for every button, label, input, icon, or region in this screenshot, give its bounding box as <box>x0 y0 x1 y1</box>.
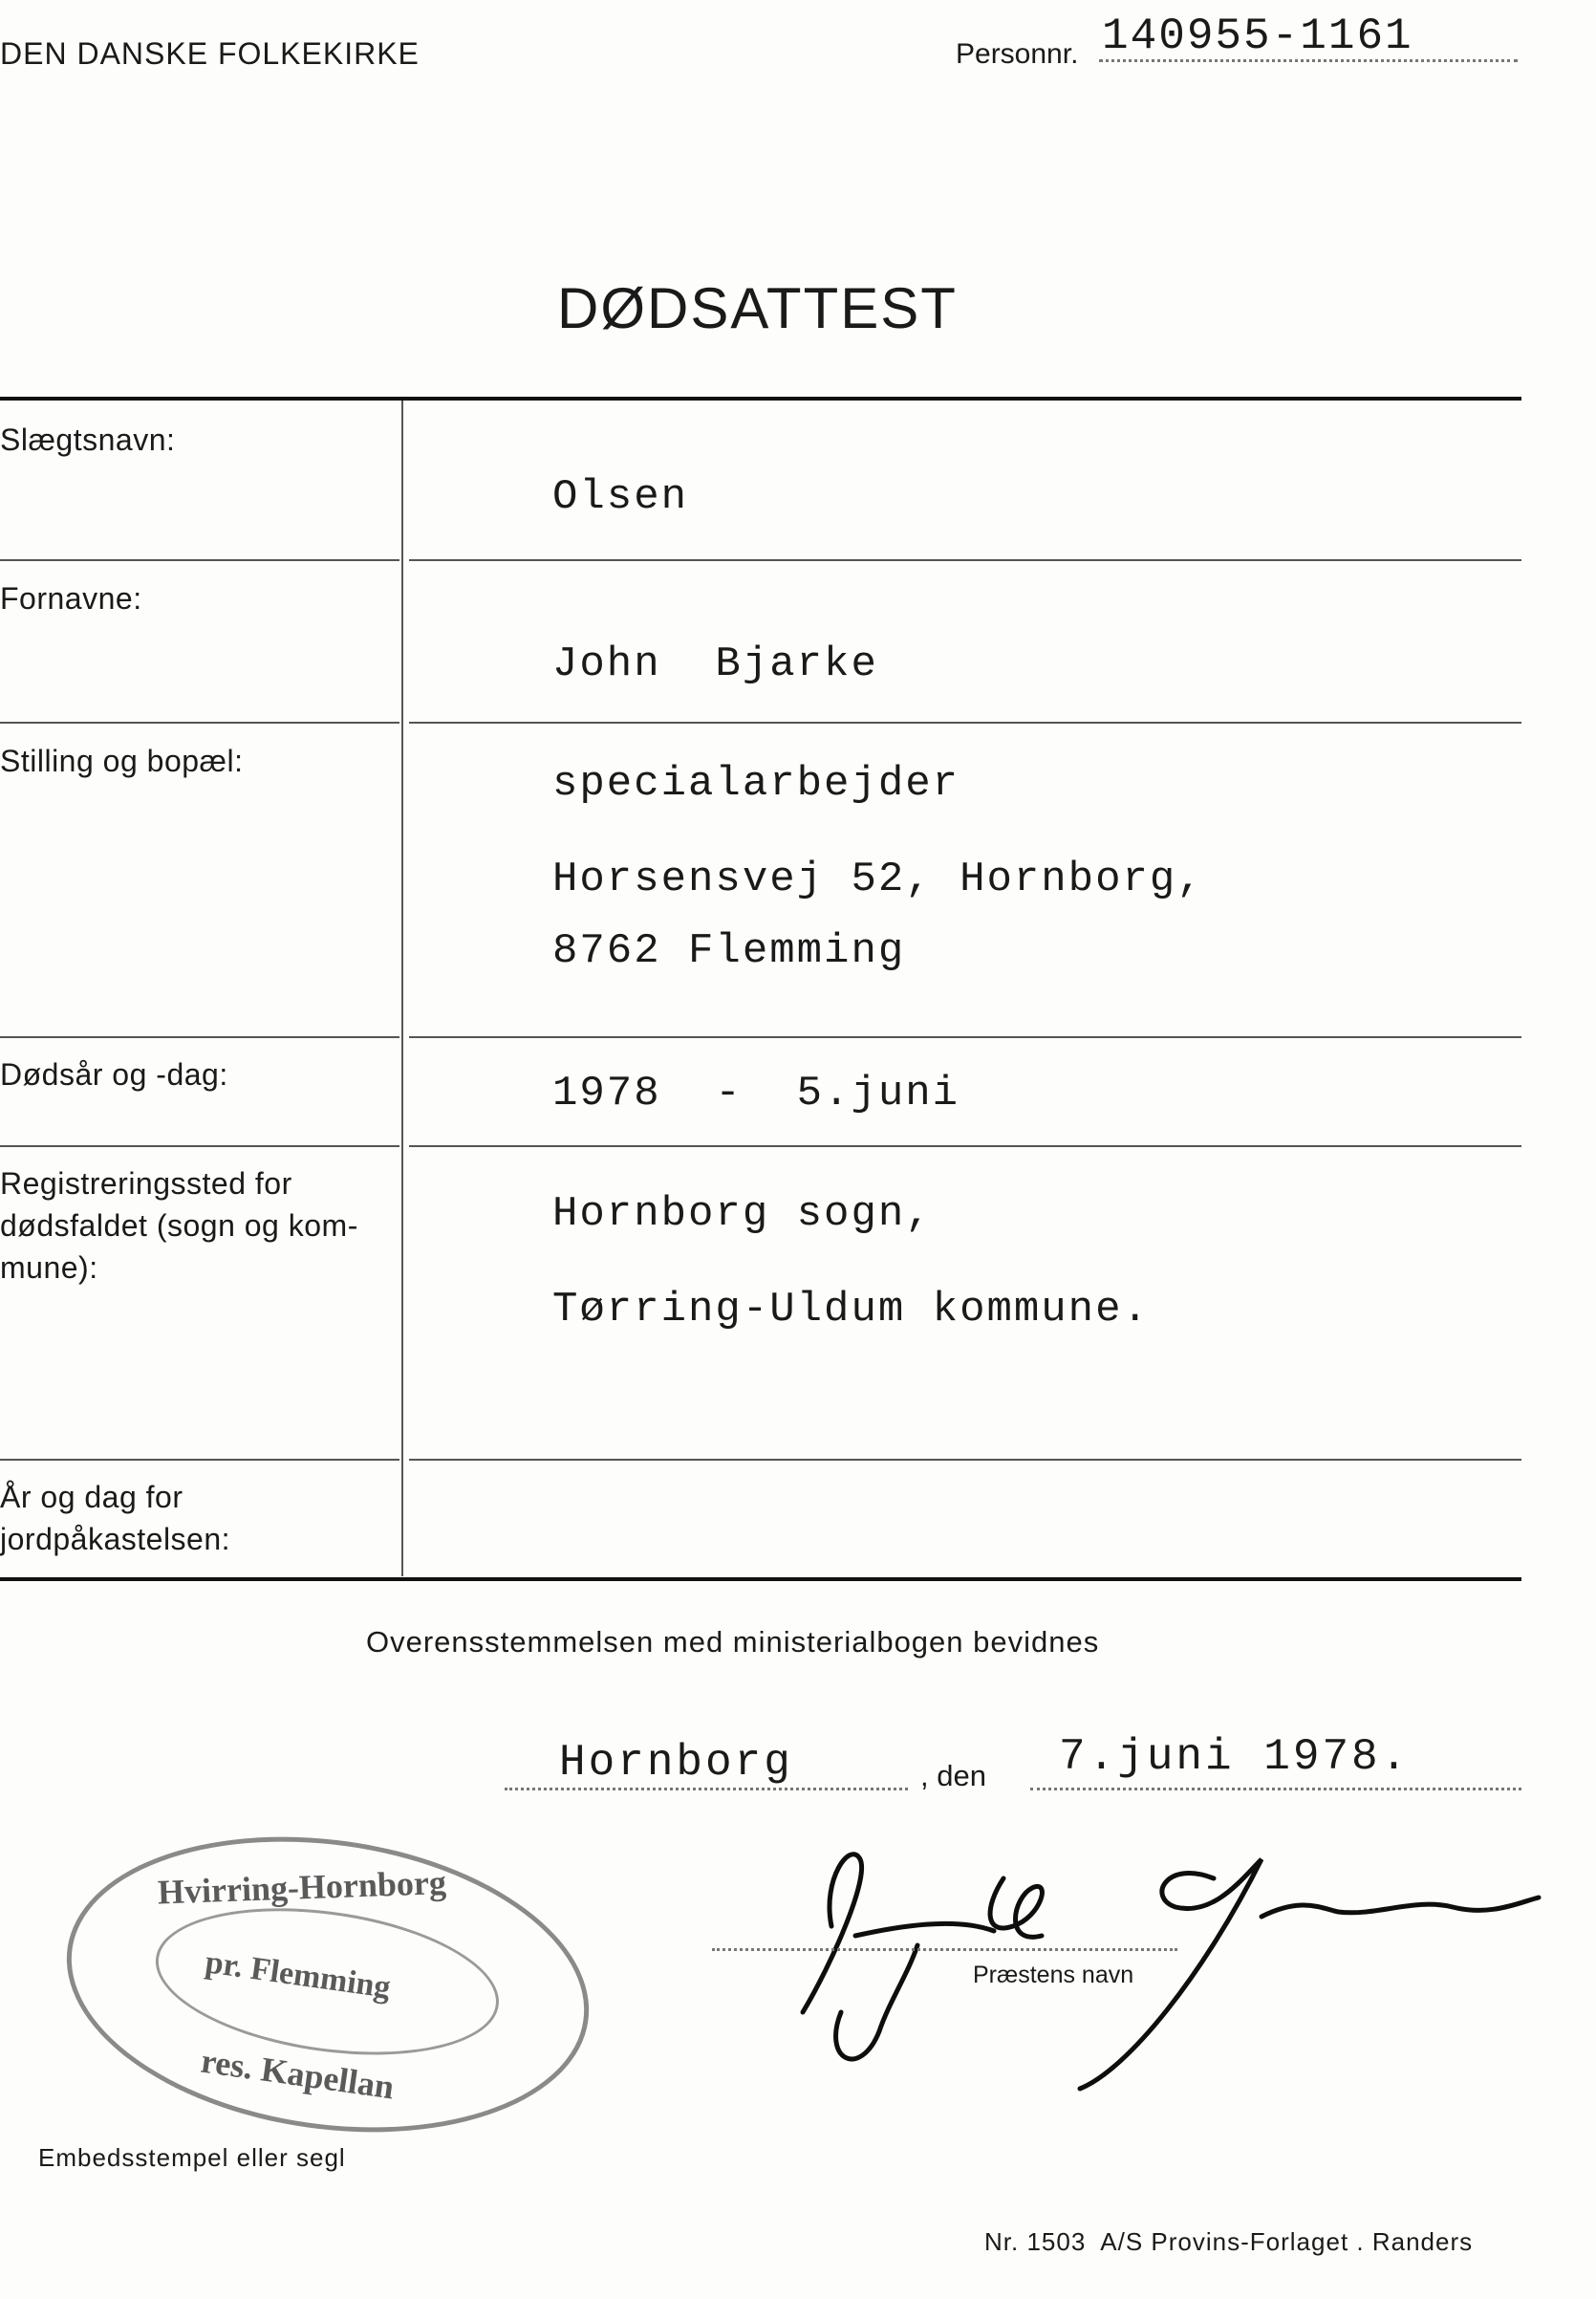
table-column-divider <box>401 401 403 1576</box>
personnr-value: 140955-1161 <box>1102 11 1413 61</box>
row-divider <box>0 1036 399 1038</box>
church-name: DEN DANSKE FOLKEKIRKE <box>0 36 420 71</box>
stamp-top-text: Hvirring-Hornborg <box>157 1862 447 1912</box>
personnr-dotted-line <box>1099 59 1518 62</box>
value-death-date: 1978 - 5.juni <box>552 1070 960 1117</box>
value-occupation: specialarbejder <box>552 760 960 808</box>
row-divider <box>0 722 399 724</box>
row-divider <box>0 1145 399 1147</box>
row-divider <box>409 1036 1521 1038</box>
date-dotted-line <box>1030 1788 1521 1790</box>
row-divider <box>409 722 1521 724</box>
place-value: Hornborg <box>559 1738 793 1788</box>
table-bottom-border <box>0 1577 1521 1581</box>
row-divider <box>409 559 1521 561</box>
priest-signature <box>765 1821 1548 2136</box>
priest-name-label: Præstens navn <box>973 1962 1134 1988</box>
personnr-label: Personnr. <box>956 38 1079 70</box>
label-death-date: Dødsår og -dag: <box>0 1057 228 1092</box>
stamp-bottom-text: res. Kapellan <box>198 2041 397 2107</box>
label-surname: Slægtsnavn: <box>0 423 176 457</box>
place-dotted-line <box>505 1788 908 1790</box>
row-divider <box>0 1459 399 1461</box>
date-value: 7.juni 1978. <box>1059 1732 1411 1782</box>
stamp-label: Embedsstempel eller segl <box>38 2143 346 2172</box>
label-registration-place: Registreringssted for dødsfaldet (sogn og kom- mune): <box>0 1166 358 1285</box>
row-divider <box>409 1145 1521 1147</box>
signature-dotted-line <box>712 1948 1177 1951</box>
value-municipality: Tørring-Uldum kommune. <box>552 1286 1150 1334</box>
value-parish: Hornborg sogn, <box>552 1190 933 1238</box>
stamp-middle-text: pr. Flemming <box>203 1944 393 2006</box>
den-label: , den <box>920 1759 986 1792</box>
confirmation-text: Overensstemmelsen med ministerialbogen bevidnes <box>366 1625 1100 1659</box>
value-first-names: John Bjarke <box>552 640 878 688</box>
table-top-border <box>0 397 1521 401</box>
value-surname: Olsen <box>552 473 689 521</box>
label-first-names: Fornavne: <box>0 581 142 616</box>
label-burial-date: År og dag for jordpåkastelsen: <box>0 1480 231 1556</box>
value-address-line1: Horsensvej 52, Hornborg, <box>552 856 1204 903</box>
official-stamp <box>48 1805 609 2164</box>
row-divider <box>409 1459 1521 1461</box>
label-occupation-residence: Stilling og bopæl: <box>0 744 244 778</box>
document-title: DØDSATTEST <box>557 276 958 340</box>
value-address-line2: 8762 Flemming <box>552 927 906 975</box>
publisher-footer: Nr. 1503 A/S Provins-Forlaget . Randers <box>984 2227 1474 2256</box>
row-divider <box>0 559 399 561</box>
